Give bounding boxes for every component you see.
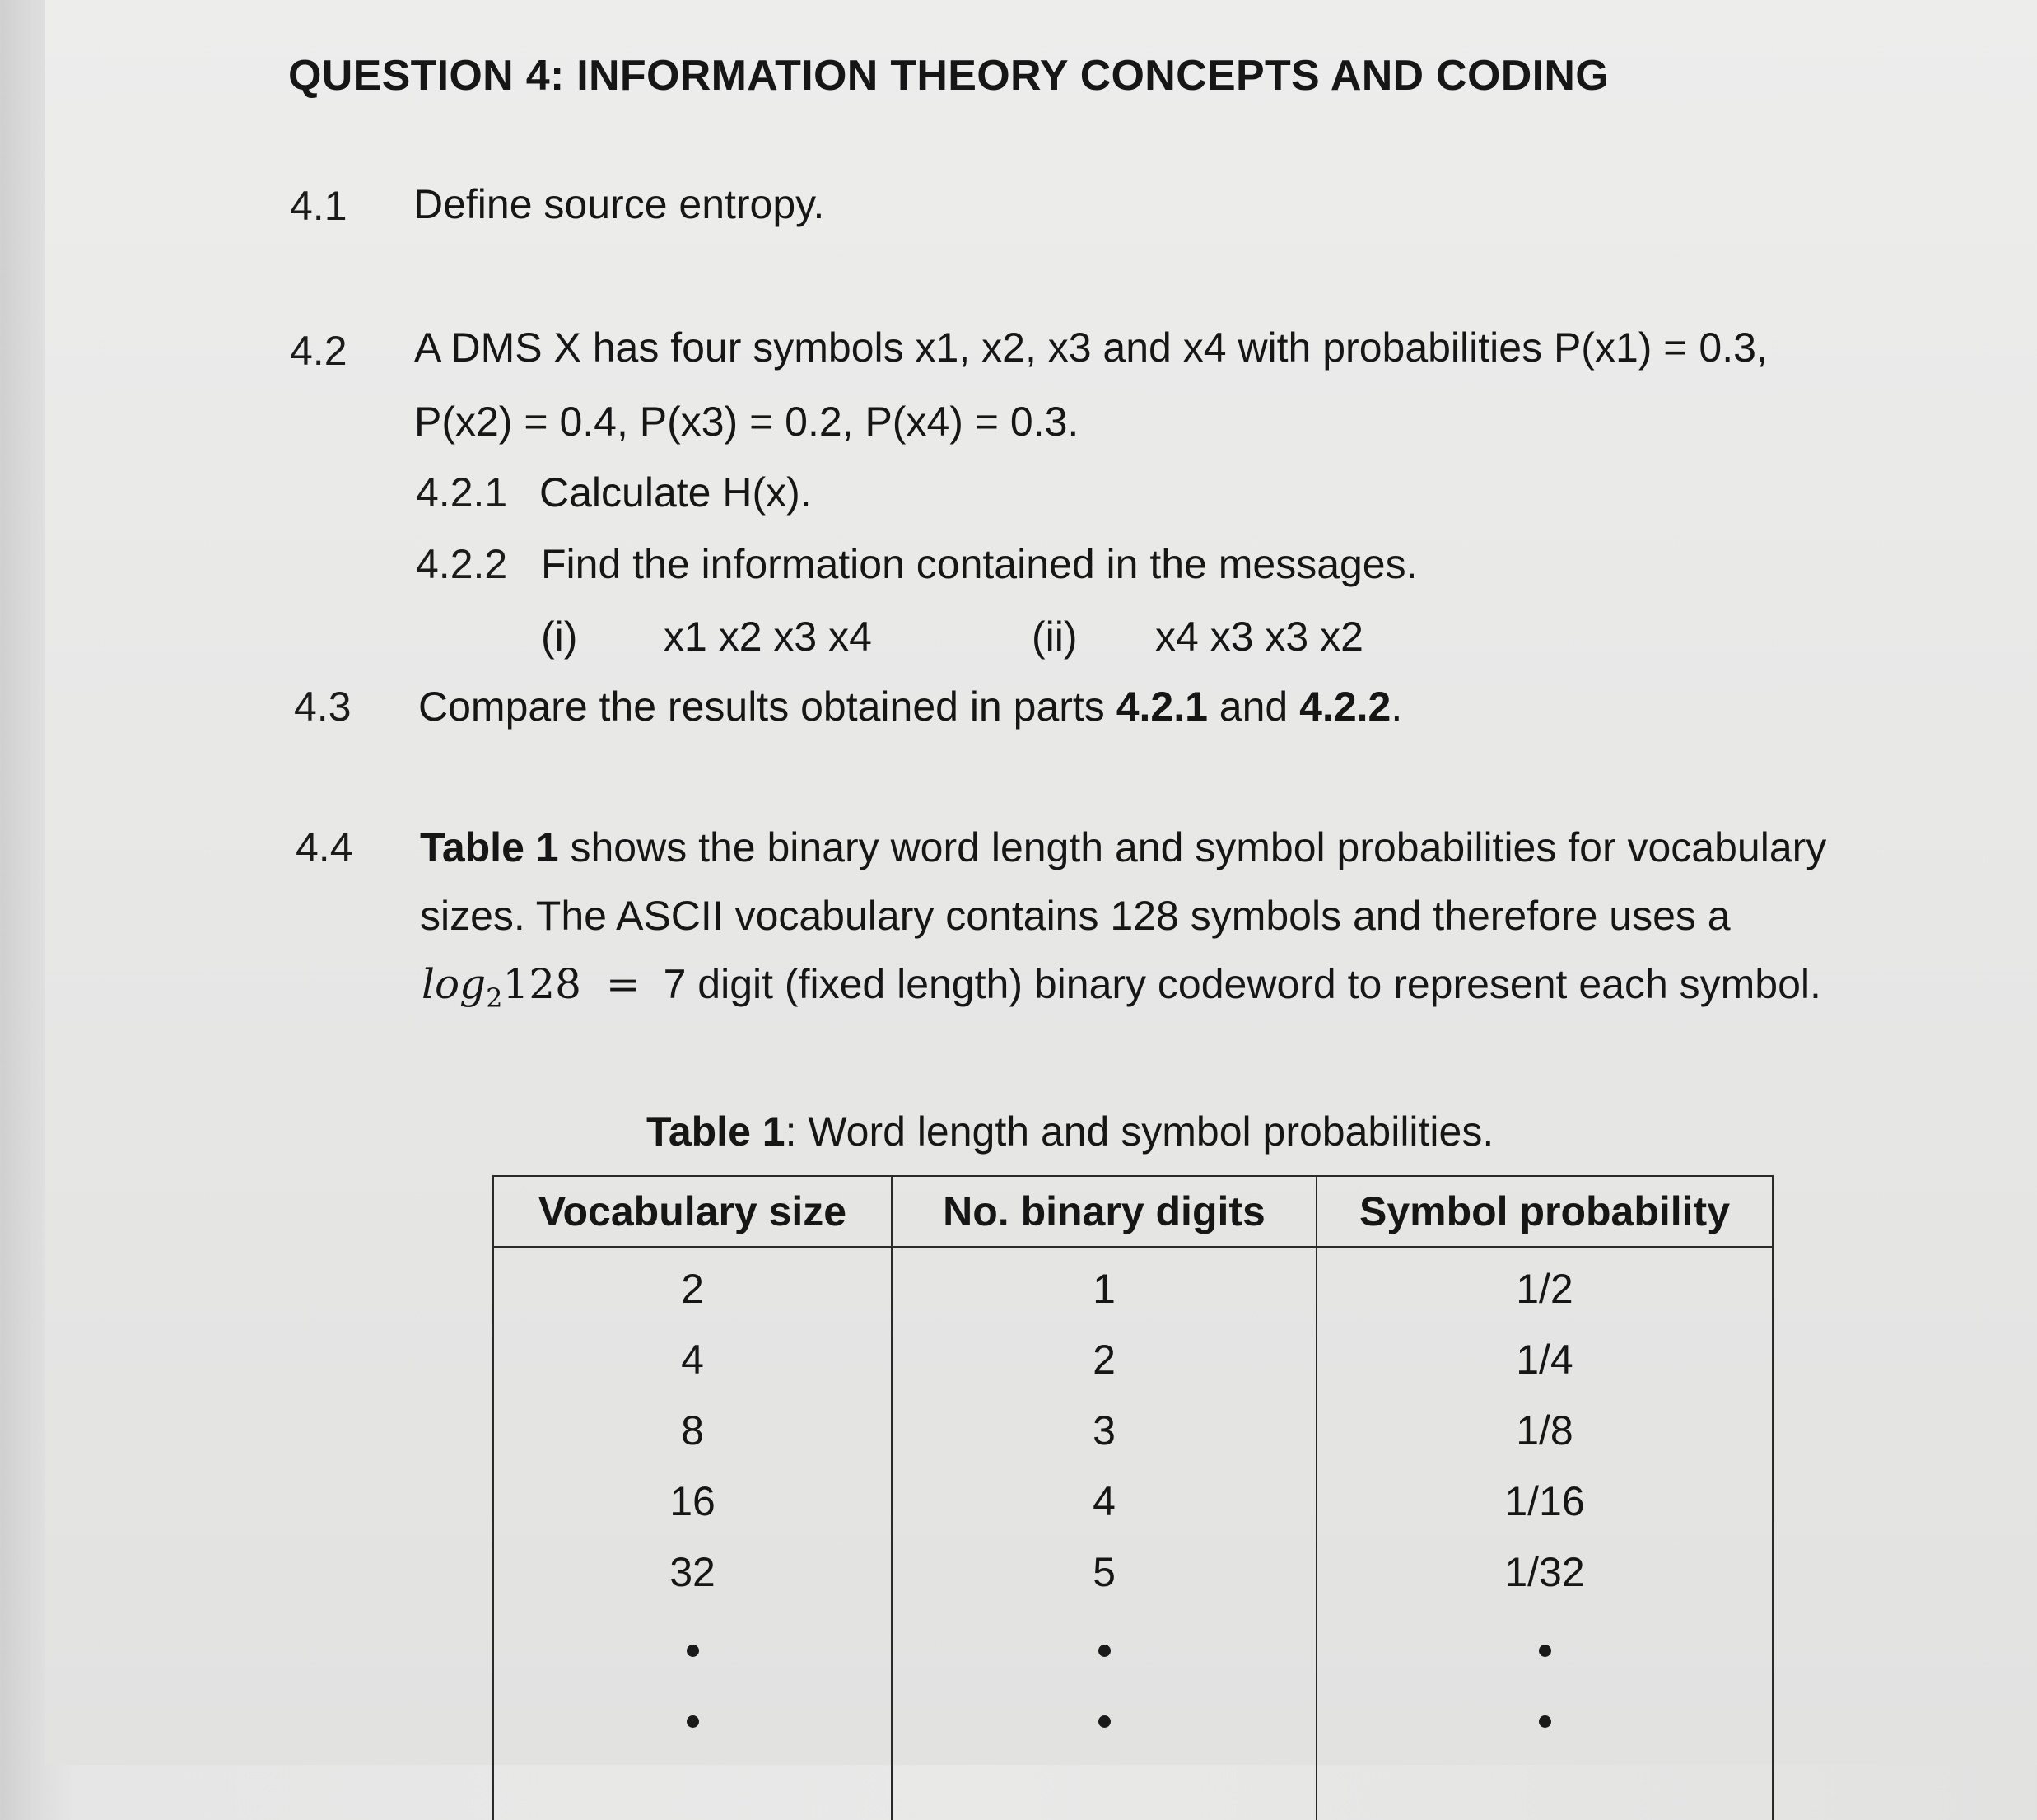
cell-vocab: 8: [493, 1395, 892, 1466]
cell-digits: 1: [892, 1248, 1317, 1325]
ellipsis-dot: [1098, 1715, 1111, 1728]
cell-digits: 5: [892, 1537, 1317, 1608]
message-i: x1 x2 x3 x4: [664, 614, 872, 660]
q44-line1: Table 1 shows the binary word length and symbol probabilities for vocabulary: [420, 824, 1827, 870]
table-row: [493, 1324, 1773, 1395]
cell-prob: 1/8: [1317, 1395, 1773, 1466]
message-ii: x4 x3 x3 x2: [1155, 614, 1363, 660]
message-i-label: (i): [541, 614, 578, 660]
q44-line3: $\log_2128 = 7$ digit (fixed length) binary codeword to represent each symbol.: [422, 960, 1821, 1014]
table-ellipsis-row: [493, 1678, 1773, 1749]
cell-prob: 1/4: [1317, 1324, 1773, 1395]
header-symbol-probability: Symbol probability: [1317, 1176, 1773, 1248]
q42-line1: A DMS X has four symbols x1, x2, x3 and x4 with probabilities P(x1) = 0.3,: [414, 324, 1768, 371]
ellipsis-dot: [1539, 1645, 1551, 1657]
cell-digits: 4: [892, 1466, 1317, 1537]
table-header-row: [493, 1176, 1773, 1248]
q43-text: Compare the results obtained in parts 4.2.1 and 4.2.2.: [418, 684, 1403, 730]
q43-number: 4.3: [294, 684, 352, 730]
table-ellipsis-row: [493, 1608, 1773, 1678]
header-vocabulary-size: Vocabulary size: [493, 1176, 892, 1248]
cell-vocab: 4: [493, 1324, 892, 1395]
q42-number: 4.2: [290, 328, 347, 374]
q44-number: 4.4: [296, 824, 353, 870]
ellipsis-dot: [687, 1715, 699, 1728]
question-heading: QUESTION 4: INFORMATION THEORY CONCEPTS AND CODING: [288, 52, 1609, 100]
message-ii-label: (ii): [1032, 614, 1078, 660]
ellipsis-dot: [687, 1645, 699, 1657]
q42-line2: P(x2) = 0.4, P(x3) = 0.2, P(x4) = 0.3.: [414, 399, 1079, 445]
q41-number: 4.1: [290, 183, 347, 229]
cell-prob: 1/32: [1317, 1537, 1773, 1608]
word-length-table: [492, 1175, 1774, 1820]
table-row: [493, 1395, 1773, 1466]
q44-line2: sizes. The ASCII vocabulary contains 128 symbols and therefore uses a: [420, 893, 1731, 939]
cell-vocab: 32: [493, 1537, 892, 1608]
ellipsis-dot: [1539, 1715, 1551, 1728]
table-ref: Table 1: [420, 824, 559, 870]
cell-digits: 3: [892, 1395, 1317, 1466]
table-continuation-row: [493, 1749, 1773, 1820]
q421-text: Calculate H(x).: [539, 469, 812, 516]
q422-number: 4.2.2: [416, 541, 508, 587]
table-row: [493, 1466, 1773, 1537]
q41-text: Define source entropy.: [413, 181, 825, 227]
ref-4-2-1: 4.2.1: [1116, 684, 1208, 730]
table-caption: Table 1: Word length and symbol probabilities.: [646, 1108, 1494, 1155]
cell-digits: 2: [892, 1324, 1317, 1395]
table-row: [493, 1537, 1773, 1608]
ellipsis-dot: [1098, 1645, 1111, 1657]
table-row: [493, 1248, 1773, 1325]
ref-4-2-2: 4.2.2: [1299, 684, 1391, 730]
cell-prob: 1/16: [1317, 1466, 1773, 1537]
log-formula: $\log_2128$ =: [422, 960, 641, 1014]
cell-vocab: 2: [493, 1248, 892, 1325]
q421-number: 4.2.1: [416, 469, 508, 516]
header-binary-digits: No. binary digits: [892, 1176, 1317, 1248]
cell-vocab: 16: [493, 1466, 892, 1537]
cell-prob: 1/2: [1317, 1248, 1773, 1325]
q422-text: Find the information contained in the messages.: [541, 541, 1418, 587]
